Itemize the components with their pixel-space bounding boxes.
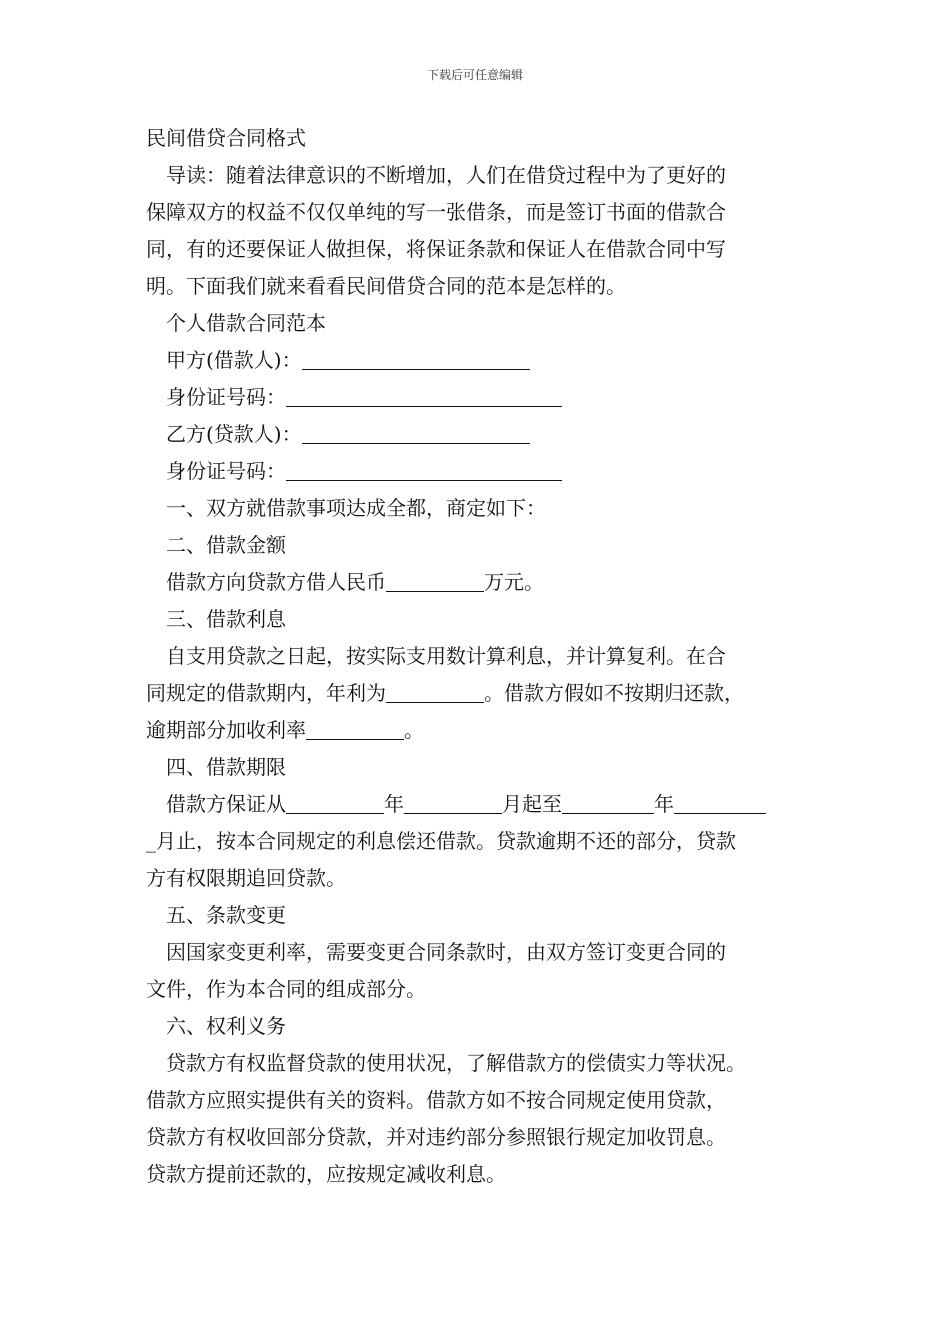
party-a-blank [302, 347, 530, 370]
section-1: 一、双方就借款事项达成全都，商定如下： [166, 496, 546, 520]
end-year-blank [562, 791, 654, 814]
section-2-line [146, 564, 816, 601]
section-3-line-3-post: 。 [404, 718, 424, 742]
id-b-blank [286, 458, 562, 481]
section-4-line-1 [146, 786, 816, 823]
amount-blank [386, 569, 484, 592]
section-4-text-d: 年 [654, 792, 674, 816]
field-party-b-label: 乙方(贷款人)： [166, 422, 302, 446]
end-month-blank [674, 791, 766, 814]
overdue-rate-blank [306, 717, 404, 740]
intro-line-1: 导读：随着法律意识的不断增加，人们在借贷过程中为了更好的 [166, 163, 726, 187]
section-4-text-a: 借款方保证从 [166, 792, 286, 816]
intro-line-3: 同，有的还要保证人做担保，将保证条款和保证人在借款合同中写 [146, 237, 726, 261]
page-header: 下载后可任意编辑 [426, 68, 523, 82]
section-3-line-2-pre: 同规定的借款期内，年利为 [146, 681, 386, 705]
field-party-a [146, 342, 816, 379]
id-a-blank [286, 384, 562, 407]
field-id-b-label: 身份证号码： [166, 459, 286, 483]
section-3-line-3 [146, 712, 816, 749]
field-party-b [146, 416, 816, 453]
party-b-blank [302, 421, 530, 444]
section-6-line-4: 贷款方提前还款的，应按规定减收利息。 [146, 1162, 506, 1186]
section-3-heading: 三、借款利息 [166, 607, 286, 631]
document-title: 民间借贷合同格式 [146, 126, 306, 150]
section-3-line-1: 自支用贷款之日起，按实际支用数计算利息，并计算复利。在合 [166, 644, 726, 668]
contract-subtitle: 个人借款合同范本 [166, 311, 326, 335]
section-5-heading: 五、条款变更 [166, 903, 286, 927]
document-body [146, 120, 816, 1193]
start-year-blank [286, 791, 384, 814]
section-4-text-c: 月起至 [502, 792, 562, 816]
section-5-line-1: 因国家变更利率，需要变更合同条款时，由双方签订变更合同的 [166, 940, 726, 964]
field-id-a-label: 身份证号码： [166, 385, 286, 409]
section-4-text-b: 年 [384, 792, 404, 816]
field-party-a-label: 甲方(借款人)： [166, 348, 302, 372]
section-2-heading: 二、借款金额 [166, 533, 286, 557]
section-6-line-1: 贷款方有权监督贷款的使用状况，了解借款方的偿债实力等状况。 [166, 1051, 746, 1075]
section-6-heading: 六、权利义务 [166, 1014, 286, 1038]
intro-line-2: 保障双方的权益不仅仅单纯的写一张借条，而是签订书面的借款合 [146, 200, 726, 224]
section-6-line-2: 借款方应照实提供有关的资料。借款方如不按合同规定使用贷款， [146, 1088, 726, 1112]
section-3-line-2 [146, 675, 816, 712]
section-2-text-post: 万元。 [484, 570, 544, 594]
section-4-heading: 四、借款期限 [166, 755, 286, 779]
start-month-blank [404, 791, 502, 814]
section-3-line-2-post: 。借款方假如不按期归还款， [484, 681, 744, 705]
section-4-line-3: 方有权限期追回贷款。 [146, 866, 346, 890]
section-6-line-3: 贷款方有权收回部分贷款，并对违约部分参照银行规定加收罚息。 [146, 1125, 726, 1149]
annual-rate-blank [386, 680, 484, 703]
field-id-b [146, 453, 816, 490]
section-3-line-3-pre: 逾期部分加收利率 [146, 718, 306, 742]
section-5-line-2: 文件，作为本合同的组成部分。 [146, 977, 426, 1001]
field-id-a [146, 379, 816, 416]
section-4-line-2: _月止，按本合同规定的利息偿还借款。贷款逾期不还的部分，贷款 [146, 829, 736, 853]
section-2-text-pre: 借款方向贷款方借人民币 [166, 570, 386, 594]
intro-line-4: 明。下面我们就来看看民间借贷合同的范本是怎样的。 [146, 274, 626, 298]
